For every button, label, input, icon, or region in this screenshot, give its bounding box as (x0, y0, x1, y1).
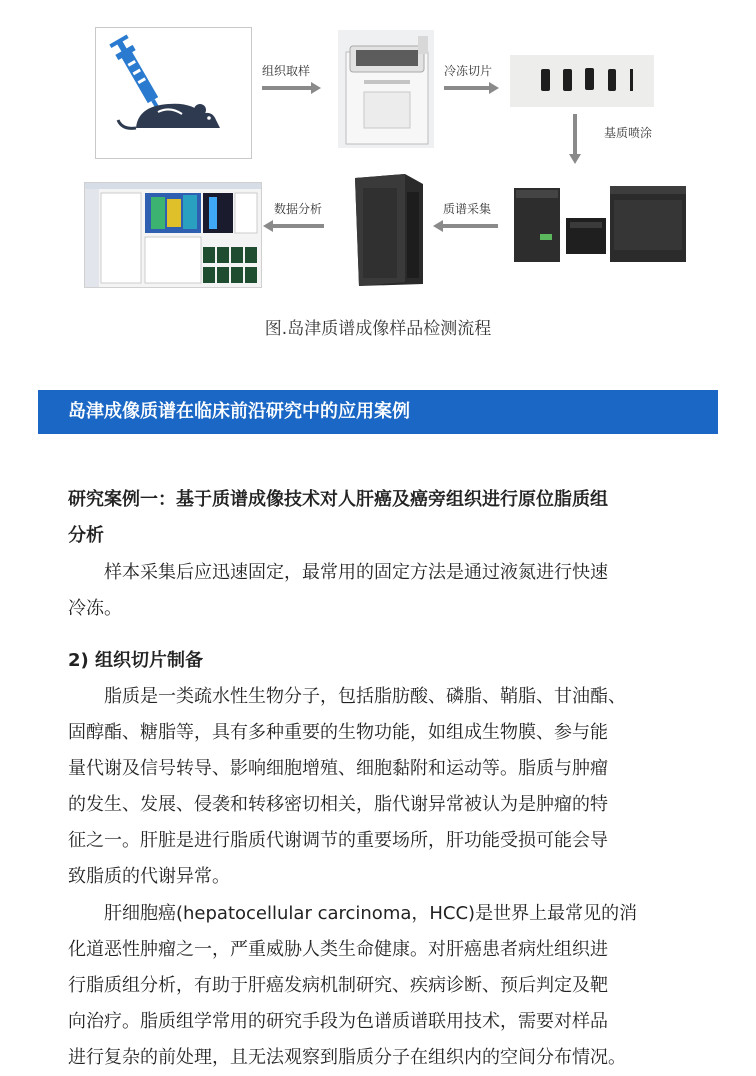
section2-p2-line: 行脂质组分析，有助于肝癌发病机制研究、疾病诊断、预后判定及靶 (68, 975, 608, 996)
slides-icon (510, 55, 654, 107)
section2-paragraph1 (68, 679, 698, 895)
mouse-syringe-icon (96, 28, 251, 158)
quality-collect-label: 质谱采集 (443, 202, 492, 216)
cryostat-icon (338, 30, 434, 148)
case1-heading-line2: 分析 (68, 525, 104, 546)
section2-p1-line: 的发生、发展、侵袭和转移密切相关，脂代谢异常被认为是肿瘤的特 (68, 794, 608, 815)
section2-p2-line: 化道恶性肿瘤之一，严重威胁人类生命健康。对肝癌患者病灶组织进 (68, 939, 608, 960)
section2-heading: 2) 组织切片制备 (68, 650, 204, 671)
data-analysis-label: 数据分析 (274, 202, 323, 216)
section2-p2-line: 肝细胞癌(hepatocellular carcinoma，HCC)是世界上最常见的消 (104, 903, 638, 924)
section2-paragraph2 (68, 896, 698, 1076)
spectrometer-icon (345, 172, 427, 288)
cryostat-image (338, 30, 434, 148)
case1-heading (68, 482, 698, 554)
sprayers-icon (510, 180, 688, 266)
arrow-down (573, 114, 577, 154)
arrow-left-1 (442, 224, 498, 228)
mouse-syringe-image (95, 27, 252, 159)
matrix-sprayers-image (510, 180, 688, 266)
section2-p2-line: 进行复杂的前处理，且无法观察到脂质分子在组织内的空间分布情况。 (68, 1047, 626, 1068)
matrix-spray-label: 基质喷涂 (604, 126, 653, 140)
analysis-software-image (84, 182, 262, 288)
section2-p1-line: 量代谢及信号转导、影响细胞增殖、细胞黏附和运动等。脂质与肿瘤 (68, 758, 608, 779)
cryo-section-label: 冷冻切片 (444, 64, 493, 78)
section2-p2-line: 向治疗。脂质组学常用的研究手段为色谱质谱联用技术，需要对样品 (68, 1011, 608, 1032)
arrow-right-1 (262, 86, 312, 90)
arrow-right-2 (444, 86, 490, 90)
case1-para-line1: 样本采集后应迅速固定，最常用的固定方法是通过液氮进行快速 (104, 562, 608, 583)
section2-p1-line: 致脂质的代谢异常。 (68, 866, 230, 887)
case1-paragraph (68, 555, 698, 627)
section2-p1-line: 脂质是一类疏水性生物分子，包括脂肪酸、磷脂、鞘脂、甘油酯、 (104, 686, 626, 707)
section2-p1-line: 征之一。肝脏是进行脂质代谢调节的重要场所，肝功能受损可能会导 (68, 830, 608, 851)
case1-heading-line1: 研究案例一：基于质谱成像技术对人肝癌及癌旁组织进行原位脂质组 (68, 489, 608, 510)
slides-image (510, 55, 654, 107)
arrow-left-2 (272, 224, 324, 228)
tissue-sampling-label: 组织取样 (262, 64, 311, 78)
mass-spectrometer-image (345, 172, 427, 288)
section2-p1-line: 固醇酯、糖脂等，具有多种重要的生物功能，如组成生物膜、参与能 (68, 722, 608, 743)
figure-caption: 图.岛津质谱成像样品检测流程 (264, 319, 492, 339)
case1-para-line2: 冷冻。 (68, 598, 122, 619)
software-screenshot-icon (85, 183, 261, 287)
section-banner: 岛津成像质谱在临床前沿研究中的应用案例 (38, 390, 718, 434)
